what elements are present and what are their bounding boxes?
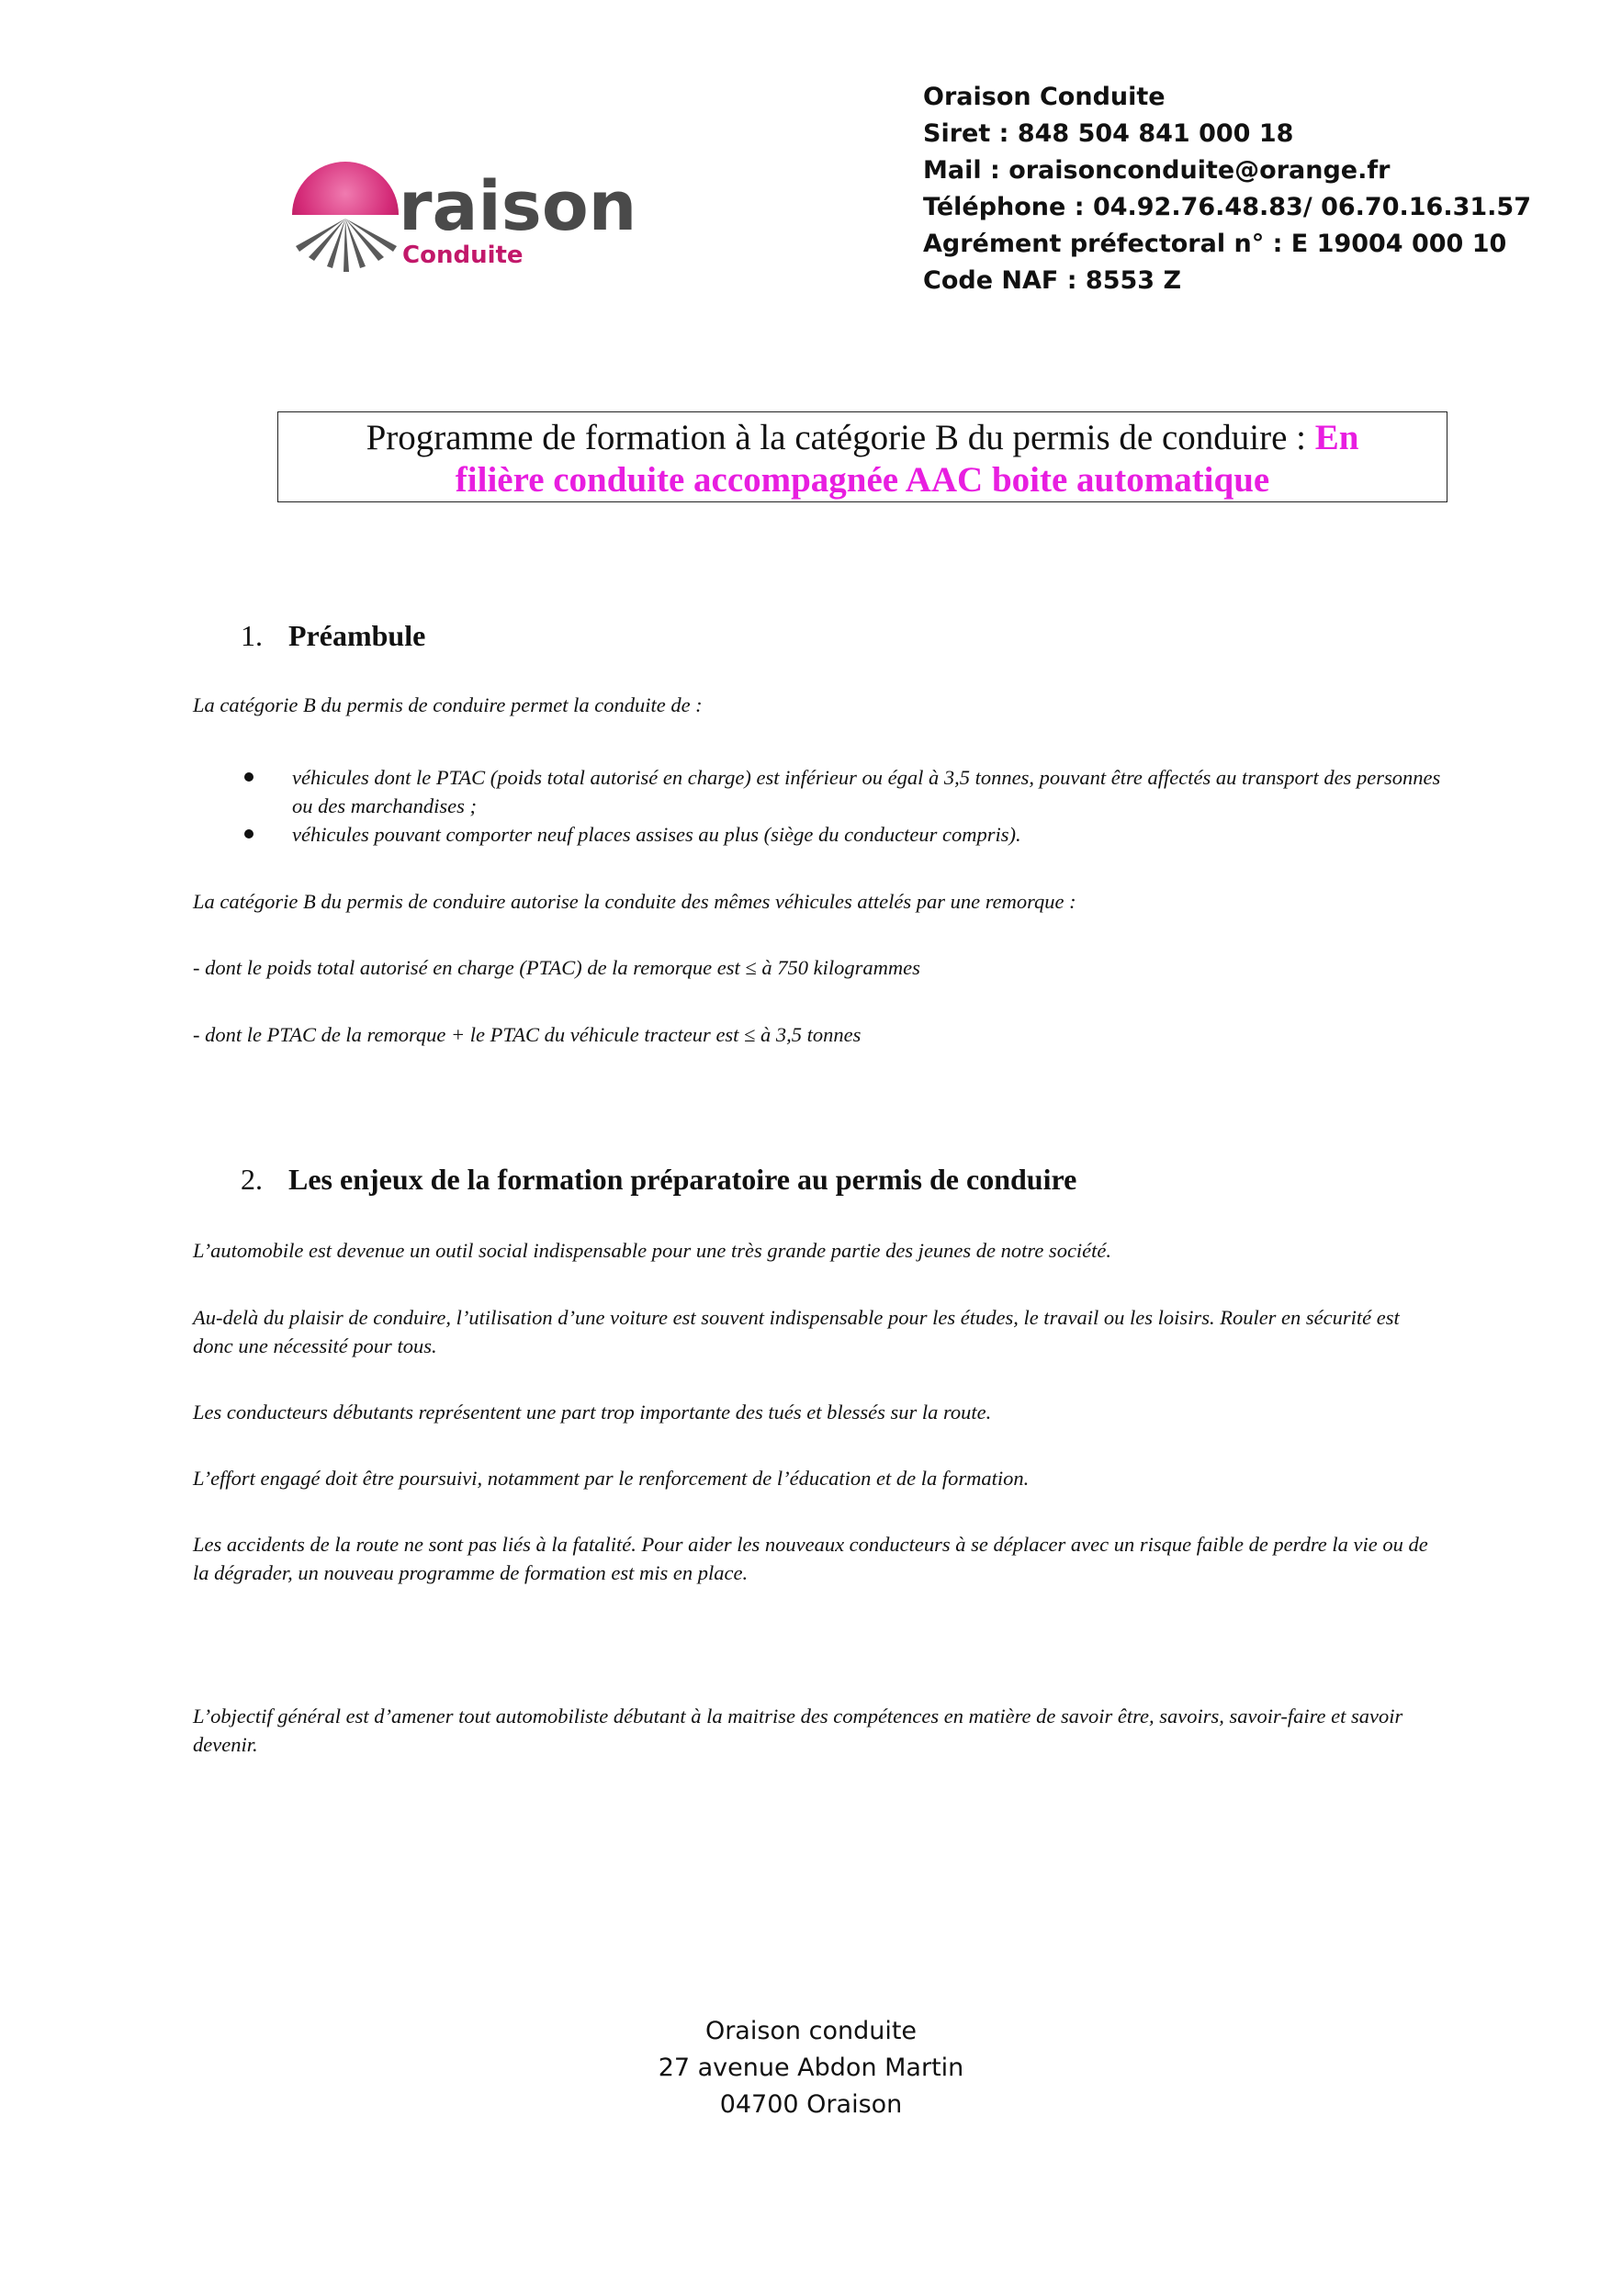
company-agrement: Agrément préfectoral n° : E 19004 000 10 xyxy=(923,230,1507,258)
section2-number: 2. xyxy=(241,1163,263,1196)
company-naf: Code NAF : 8553 Z xyxy=(923,266,1182,295)
section1-number: 1. xyxy=(241,619,263,652)
company-phone: Téléphone : 04.92.76.48.83/ 06.70.16.31.57 xyxy=(923,193,1531,221)
list-item xyxy=(241,820,1444,849)
section2-title: Les enjeux de la formation préparatoire au permis de conduire xyxy=(288,1163,1077,1196)
company-siret: Siret : 848 504 841 000 18 xyxy=(923,119,1294,148)
logo-subtext: Conduite xyxy=(402,242,524,269)
bullet-text: véhicules dont le PTAC (poids total autorisé en charge) est inférieur ou égal à 3,5 tonnes, pouvant être affectés au transport des personnes ou des marchandises ; xyxy=(292,766,1441,817)
section1-para-ptac-remorque: - dont le poids total autorisé en charge (PTAC) de la remorque est ≤ à 750 kilogrammes xyxy=(193,956,920,979)
document-title-box xyxy=(277,411,1447,502)
list-item xyxy=(241,763,1444,820)
section2-para-6: L’objectif général est d’amener tout automobiliste débutant à la maitrise des compétences en matière de savoir être, savoirs, savoir-faire et savoir devenir. xyxy=(193,1705,1403,1756)
section1-bullet-list xyxy=(241,763,1444,849)
company-name: Oraison Conduite xyxy=(923,83,1166,111)
company-info-block xyxy=(923,79,1531,299)
section2-para-1: L’automobile est devenue un outil social indispensable pour une très grande partie des jeunes de notre société. xyxy=(193,1239,1112,1262)
title-accent-start: En xyxy=(1314,418,1359,457)
section1-intro: La catégorie B du permis de conduire permet la conduite de : xyxy=(193,693,703,716)
footer-company: Oraison conduite xyxy=(704,2017,918,2045)
section2-para-2: Au-delà du plaisir de conduire, l’utilisation d’une voiture est souvent indispensable pour les études, le travail ou les loisirs. Rouler en sécurité est donc une nécessité pour tous. xyxy=(193,1306,1400,1357)
bullet-icon xyxy=(244,829,253,838)
bullet-icon xyxy=(244,772,253,782)
section2-para-3: Les conducteurs débutants représentent une part trop importante des tués et blessés sur la route. xyxy=(193,1401,992,1424)
page-footer xyxy=(0,2013,1622,2123)
logo-graphic xyxy=(292,154,641,274)
section1-heading xyxy=(241,617,425,654)
footer-city: 04700 Oraison xyxy=(719,2090,903,2119)
title-accent-line2: filière conduite accompagnée AAC boite automatique xyxy=(455,460,1270,500)
footer-street: 27 avenue Abdon Martin xyxy=(658,2054,964,2082)
title-plain: Programme de formation à la catégorie B du permis de conduire : xyxy=(366,418,1315,457)
company-logo xyxy=(292,154,641,274)
section1-title: Préambule xyxy=(288,619,426,652)
section2-para-5: Les accidents de la route ne sont pas liés à la fatalité. Pour aider les nouveaux conducteurs à se déplacer avec un risque faible de perdre la vie ou de la dégrader, un nouveau programme de formation est mis en place. xyxy=(193,1533,1428,1584)
company-email: Mail : oraisonconduite@orange.fr xyxy=(923,156,1391,185)
section2-para-4: L’effort engagé doit être poursuivi, notamment par le renforcement de l’éducation et de la formation. xyxy=(193,1467,1030,1490)
section1-para-ptac-total: - dont le PTAC de la remorque + le PTAC du véhicule tracteur est ≤ à 3,5 tonnes xyxy=(193,1023,862,1046)
bullet-text: véhicules pouvant comporter neuf places assises au plus (siège du conducteur compris). xyxy=(292,823,1021,846)
section2-heading xyxy=(241,1161,1076,1198)
logo-wordmark: raison xyxy=(399,167,637,246)
section1-para-remorque: La catégorie B du permis de conduire autorise la conduite des mêmes véhicules attelés par une remorque : xyxy=(193,890,1076,913)
